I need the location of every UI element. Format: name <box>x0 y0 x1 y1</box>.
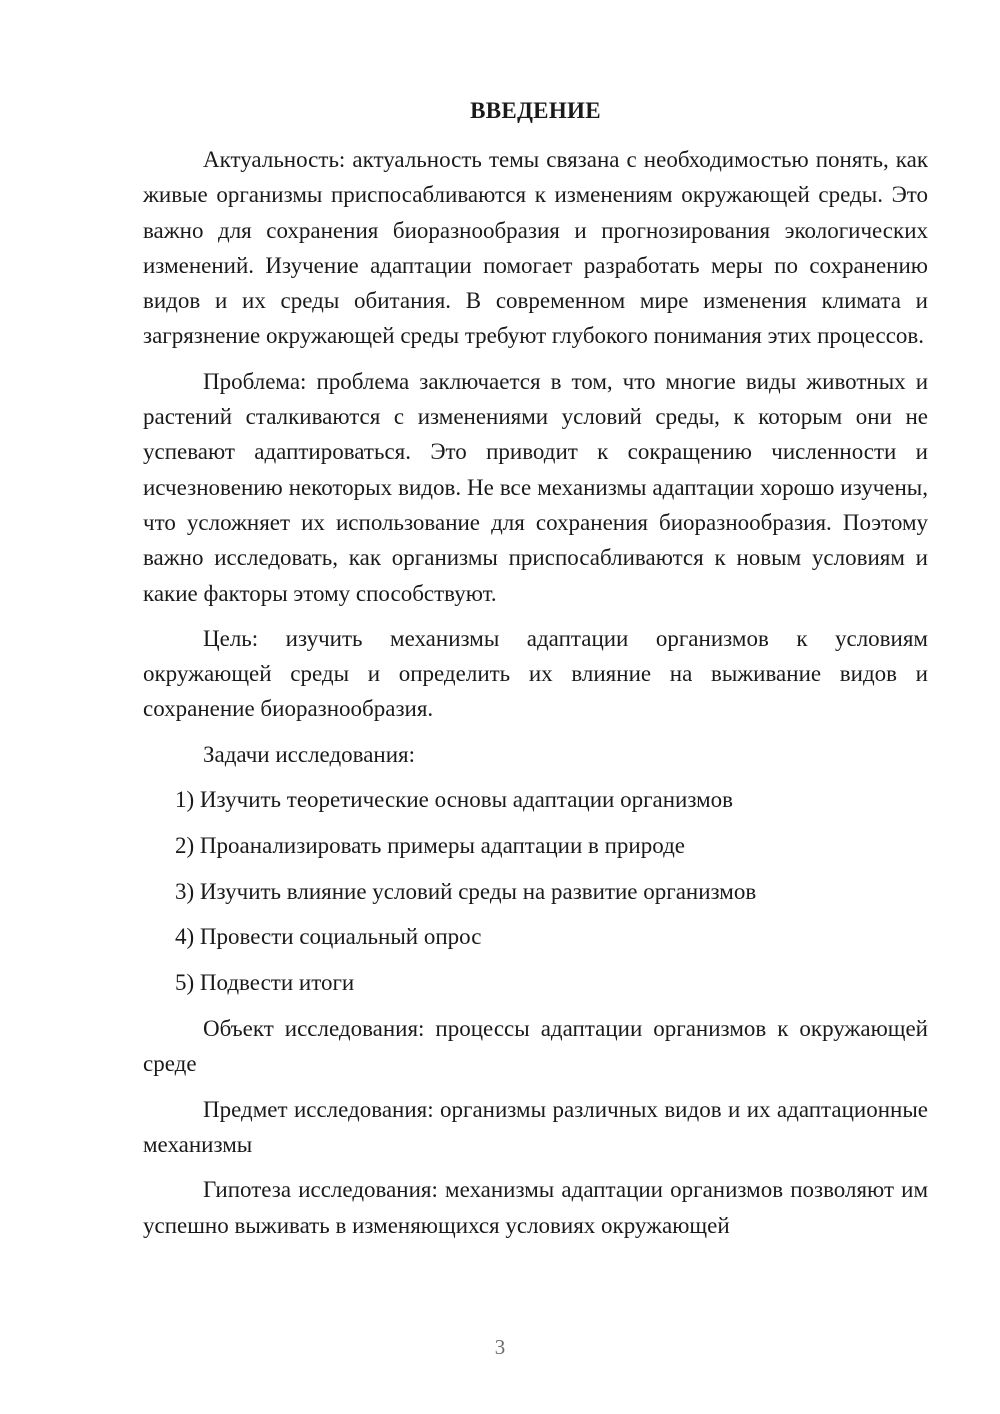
relevance-paragraph: Актуальность: актуальность темы связана с необходимостью понять, как живые организмы приспосабливаются к изменениям окружающей среды. Это важно для сохранения биоразнообразия и прогнозирования экологических изменений. Изучение адаптации помогает разработать меры по сохранению видов и их среды обитания. В современном мире изменения климата и загрязнение окружающей среды требуют глубокого понимания этих процессов. <box>143 147 928 349</box>
goal-paragraph: Цель: изучить механизмы адаптации организмов к условиям окружающей среды и определить их влияние на выживание видов и сохранение биоразнообразия. <box>143 625 928 722</box>
tasks-list <box>143 782 928 1000</box>
task-item-3: 3) Изучить влияние условий среды на развитие организмов <box>175 878 757 904</box>
hypothesis-paragraph: Гипотеза исследования: механизмы адаптации организмов позволяют им успешно выживать в изменяющихся условиях окружающей <box>143 1177 928 1238</box>
page-number: 3 <box>494 1335 506 1359</box>
research-object-paragraph: Объект исследования: процессы адаптации организмов к окружающей среде <box>143 1016 928 1077</box>
task-item-2: 2) Проанализировать примеры адаптации в природе <box>175 832 685 858</box>
task-item-5: 5) Подвести итоги <box>175 970 355 996</box>
research-subject-paragraph: Предмет исследования: организмы различных видов и их адаптационные механизмы <box>143 1096 928 1157</box>
tasks-heading: Задачи исследования: <box>203 741 416 767</box>
problem-paragraph: Проблема: проблема заключается в том, что многие виды животных и растений сталкиваются с изменениями условий среды, к которым они не успевают адаптироваться. Это приводит к сокращению численности и исчезновению некоторых видов. Не все механизмы адаптации хорошо изучены, что усложняет их использование для сохранения биоразнообразия. Поэтому важно исследовать, как организмы приспосабливаются к новым условиям и какие факторы этому способствуют. <box>143 368 928 606</box>
page-title: ВВЕДЕНИЕ <box>470 98 601 123</box>
task-item-4: 4) Провести социальный опрос <box>175 924 482 950</box>
task-item-1: 1) Изучить теоретические основы адаптации организмов <box>175 787 734 813</box>
document-body <box>143 142 928 1253</box>
